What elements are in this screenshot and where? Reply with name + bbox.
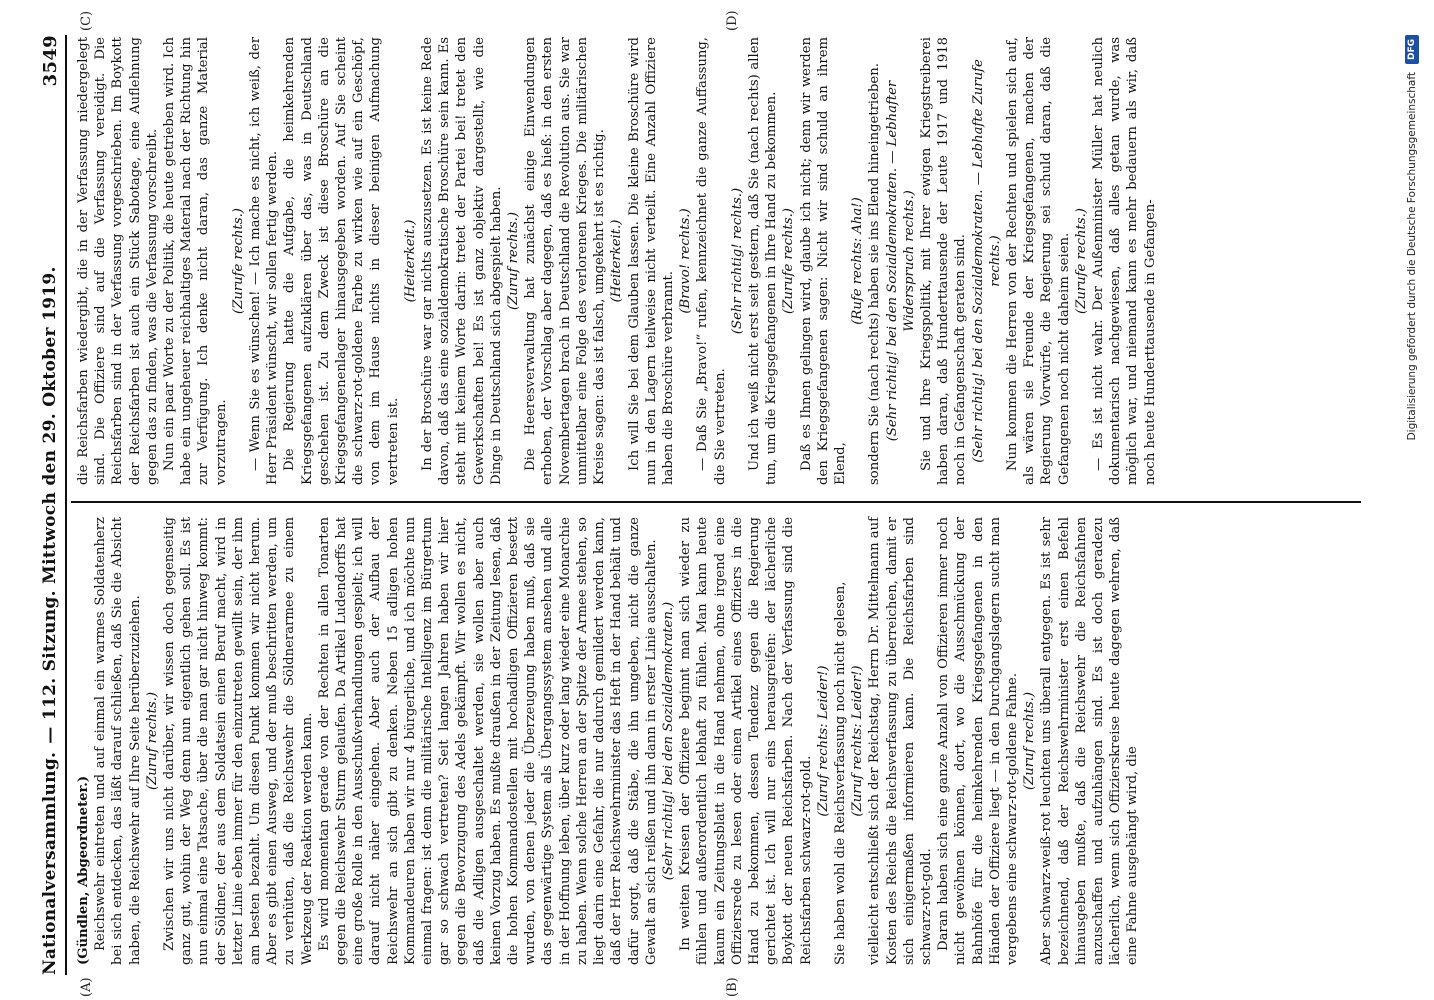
column-divider (71, 501, 1361, 503)
paragraph: Nun kommen die Herren von der Rechten und spielen sich auf, als wären sie Freunde der Kriegsgefangenen, machen der Regierung Vorwürfe, die Regierung sei schuld daran, daß die Gefangenen noch nicht daheim seien. (1004, 37, 1072, 485)
digitization-credit (1402, 35, 1422, 955)
margin-marker-c: (C) (79, 10, 94, 31)
paragraph: Sie haben wohl die Reichsverfassung noch nicht gelesen, (832, 581, 848, 965)
speaker-line (75, 517, 92, 965)
interjection: (Zurufe rechts.) (781, 208, 797, 314)
margin-marker-b: (B) (725, 977, 740, 997)
paragraph: Die Heeresverwaltung hat zunächst einige Einwendungen erhoben, der Vorschlag aber dagegen, daß es hieß: in den ersten Novembertagen brach in Deutschland die Revolution aus. Sie war unmittelbar eine Folge des verlorenen Krieges. Die militärischen Kreise sagen: das ist falsch, umgekehrt ist es richtig. (523, 37, 608, 485)
header-center: — 112. Sitzung. Mittwoch den 29. Oktober 1919. (40, 266, 60, 744)
paragraph: sondern Sie (nach rechts) haben sie ins Elend hineingetrieben. (867, 63, 883, 485)
paragraph: Sie und Ihre Kriegspolitik, mit Ihrer ewigen Kriegstreiberei haben daran, daß Hunderttausende der Leute 1917 und 1918 noch in Gefangenschaft geraten sind. (918, 37, 969, 485)
document-page (35, 10, 1390, 997)
paragraph: Daran haben sich eine ganze Anzahl von Offizieren immer noch nicht gewöhnen können, dort, wo die Ausschmückung der Bahnhöfe für die heimkehrenden Kriegsgefangenen in den Händen der Offiziere liegt — in den Durchgangslagern sucht man vergebens eine schwarz-rot-goldene Fahne. (936, 517, 1020, 965)
credit-text: Digitalisierung gefördert durch die Deutsche Forschungsgemeinschaft (1406, 72, 1418, 441)
interjection: (Sehr richtig! bei den Sozialdemokraten. — Lebhafter Widerspruch rechts.) (884, 80, 917, 442)
speaker-name: (Gündlen, Abgeordneter.) (76, 775, 91, 965)
interjection: (Zuruf rechts.) (506, 211, 522, 311)
interjection: (Heiterkeit.) (609, 219, 625, 303)
interjection: (Zuruf rechts: Leider!) (850, 665, 866, 817)
paragraph: Aber schwarz-weiß-rot leuchten uns überall entgegen. Es ist sehr bezeichnend, daß der Reichswehrminister erst einen Befehl hinausgeben mußte, daß die Reichswehr die Reichsfahnen anzuschaffen und aufzuhängen sind. Es ist doch geradezu lächerlich, wenn sich Offizierskreise heute dagegen wehren, daß eine Fahne ausgehängt wird, die (1039, 517, 1141, 965)
left-column (75, 517, 1142, 965)
paragraph: In der Broschüre war gar nichts auszusetzen. Es ist keine Rede davon, daß das eine sozialdemokratische Broschüre sein kann. Es steht mit keinem Worte darin: tretet der Partei bei! tretet den Gewerkschaften bei! Es ist ganz objektiv dargestellt, wie die Dinge in Deutschland sich abgespielt haben. (420, 37, 504, 485)
interjection: (Heiterkeit.) (402, 219, 418, 303)
paragraph: Ich will Sie bei dem Glauben lassen. Die kleine Broschüre wird nun in den Lagern teilweise nicht verteilt. Eine Anzahl Offiziere haben die Broschüre verbrannt. (626, 37, 676, 485)
paragraph: Nun ein paar Worte zu der Politik, die heute getrieben wird. Ich habe ein ungeheuer reichhaltiges Material nach der Richtung hin zur Verfügung. Ich denke nicht daran, das ganze Material vorzutragen. (162, 37, 229, 485)
header-left: Nationalversammlung. (40, 751, 60, 975)
interjection: (Zuruf rechts.) (144, 691, 160, 791)
paragraph: Es wird momentan gerade von der Rechten in allen Tonarten gegen die Reichswehr Sturm gelaufen. Da Artikel Ludendorffs hat eine große Rolle in den Ausschußverhandlungen gespielt; ich will darauf nicht näher eingehen. Aber auch der Aufbau der Reichswehr an sich gibt zu denken. Neben 15 adligen hohen Kommandeuren haben wir nur 4 bürgerliche, und ich möchte nun einmal fragen: ist denn die militärische Intelligenz im Bürgertum gar so schwach vertreten? Seit langen Jahren haben wir hier gegen die Bevorzugung des Adels gekämpft. Wir wollen es nicht, daß die Adligen ausgeschaltet werden, sie wollen aber auch keinen Vorzug haben. Es mußte draußen in der Zeitung lesen, daß die hohen Kommandostellen mit hochadligen Offizieren besetzt wurden, von denen jeder die Überzeugung haben muß, daß sie das gegenwärtige System als Übergangssystem ansehen und alle in der Hoffnung leben, über kurz oder lang wieder eine Monarchie zu haben. Wenn solche Herren an der Spitze der Armee stehen, so liegt darin eine Gefahr, die nur dadurch gemildert werden kann, daß der Herr Reichswehrminister das Heft in der Hand behält und dafür sorgt, daß die Stäbe, die ihn umgeben, nicht die ganze Gewalt an sich reißen und ihn dann in erster Linie ausschalten. (316, 517, 659, 965)
interjection: (Sehr richtig! bei den Sozialdemokraten.) (660, 601, 676, 881)
interjection: (Sehr richtig! rechts.) (729, 187, 745, 335)
paragraph: Die Regierung hatte die Aufgabe, die heimkehrenden Kriegsgefangenen aufzuklären über das, was in Deutschland geschehen ist. Zu dem Zweck ist diese Broschüre an die Kriegsgefangenenlager hinausgegeben worden. Auf Sie scheint die schwarz-rot-goldene Farbe zu wirken wie auf ein Geschöpf, von dem im Hause nichts in dieser beinigen Aufmachung vertreten ist. (282, 37, 401, 485)
paragraph: Zwischen wir uns nicht darüber, wir wissen doch gegenseitig ganz gut, wohin der Weg denn nun eigentlich gehen soll. Es ist nun einmal eine Tatsache, über die man gar nicht hinweg kommt: der Söldner, der aus dem Soldatsein einen Beruf macht, wird in letzter Linie eben immer für den einzutreten gewillt sein, der ihm am besten bezahlt. Um diesen Punkt kommen wir nicht herum. Aber es gibt einen Ausweg, und der muß beschritten werden, um zu verhüten, daß die Reichswehr die Söldnerarmee zu einem Werkzeug der Reaktion werden kann. (162, 517, 315, 965)
paragraph: — Wenn Sie es wünschen! — Ich mache es nicht, ich weiß, der Herr Präsident wünscht, wir sollen fertig werden. (248, 37, 281, 485)
paragraph: die Reichsfarben wiedergibt, die in der Verfassung niedergelegt sind. Die Offiziere sind auf die Verfassung vereidigt. Die Reichsfarben sind in der Verfassung vorgeschrieben. Im Boykott der Reichsfarben ist auch ein Stück Sabotage, eine Auflehnung gegen das zu finden, was die Verfassung vorschreibt. (76, 37, 160, 485)
paragraph: In weiten Kreisen der Offiziere beginnt man sich wieder zu fühlen und außerordentlich lebhaft zu fühlen. Man kann heute kaum ein Zeitungsblatt in die Hand nehmen, ohne irgend eine Offiziersrede zu lesen oder einen Artikel eines Offiziers in die Hand zu bekommen, dessen Tendenz gegen die Regierung gerichtet ist. Ich will nur eins herausgreifen: der lächerliche Boykott der neuen Reichsfarben. Nach der Verfassung sind die Reichsfarben schwarz-rot-gold. (678, 517, 814, 965)
margin-marker-d: (D) (725, 10, 740, 31)
page-number: 3549 (39, 35, 61, 87)
interjection: (Zurufe rechts.) (1073, 208, 1089, 314)
interjection: (Sehr richtig! bei den Sozialdemokraten. — Lebhafte Zurufe rechts.) (970, 59, 1003, 463)
interjection: (Bravo! rechts.) (678, 208, 694, 314)
interjection: (Zuruf rechts: Leider!) (815, 665, 831, 817)
paragraph: — Es ist nicht wahr. Der Außenminister Müller hat neulich dokumentarisch nachgewiesen, daß alles getan wurde, was möglich war, und niemand kann es mehr bedauern als wir, daß noch heute Hunderttausende in Gefangen- (1090, 37, 1158, 485)
interjection: (Zuruf rechts.) (1022, 691, 1038, 791)
dfg-logo: DFG (1405, 35, 1419, 64)
paragraph: — Daß Sie „Bravo!“ rufen, kennzeichnet die ganze Auffassung, die Sie vertreten. (695, 37, 728, 485)
paragraph: Daß es Ihnen gelingen wird, glaube ich nicht; denn wir werden den Kriegsgefangenen sagen: Nicht wir sind schuld an ihrem Elend, (798, 37, 848, 485)
paragraph: Reichswehr eintreten und auf einmal ein warmes Soldatenherz bei sich entdecken, das läßt darauf schließen, daß Sie die Absicht haben, die Reichswehr auf Ihre Seite herüberzuziehen. (93, 517, 143, 965)
header-rule (65, 35, 67, 975)
interjection: (Rufe rechts: Aha!) (850, 197, 866, 325)
paragraph: Und ich weiß nicht erst seit gestern, daß Sie (nach rechts) allen tun, um die Kriegsgefangenen in Ihre Hand zu bekommen. (746, 37, 780, 485)
paragraph: vielleicht entschließt sich der Reichstag, Herrn Dr. Mittelmann auf Kosten des Reichs die Reichsverfassung zu überreichen, damit er sich einigermaßen informieren kann. Die Reichsfarben sind schwarz-rot-gold. (867, 516, 934, 965)
margin-marker-a: (A) (79, 977, 94, 997)
page-header (35, 35, 65, 975)
right-column (75, 37, 1159, 485)
interjection: (Zurufe rechts.) (230, 208, 246, 314)
